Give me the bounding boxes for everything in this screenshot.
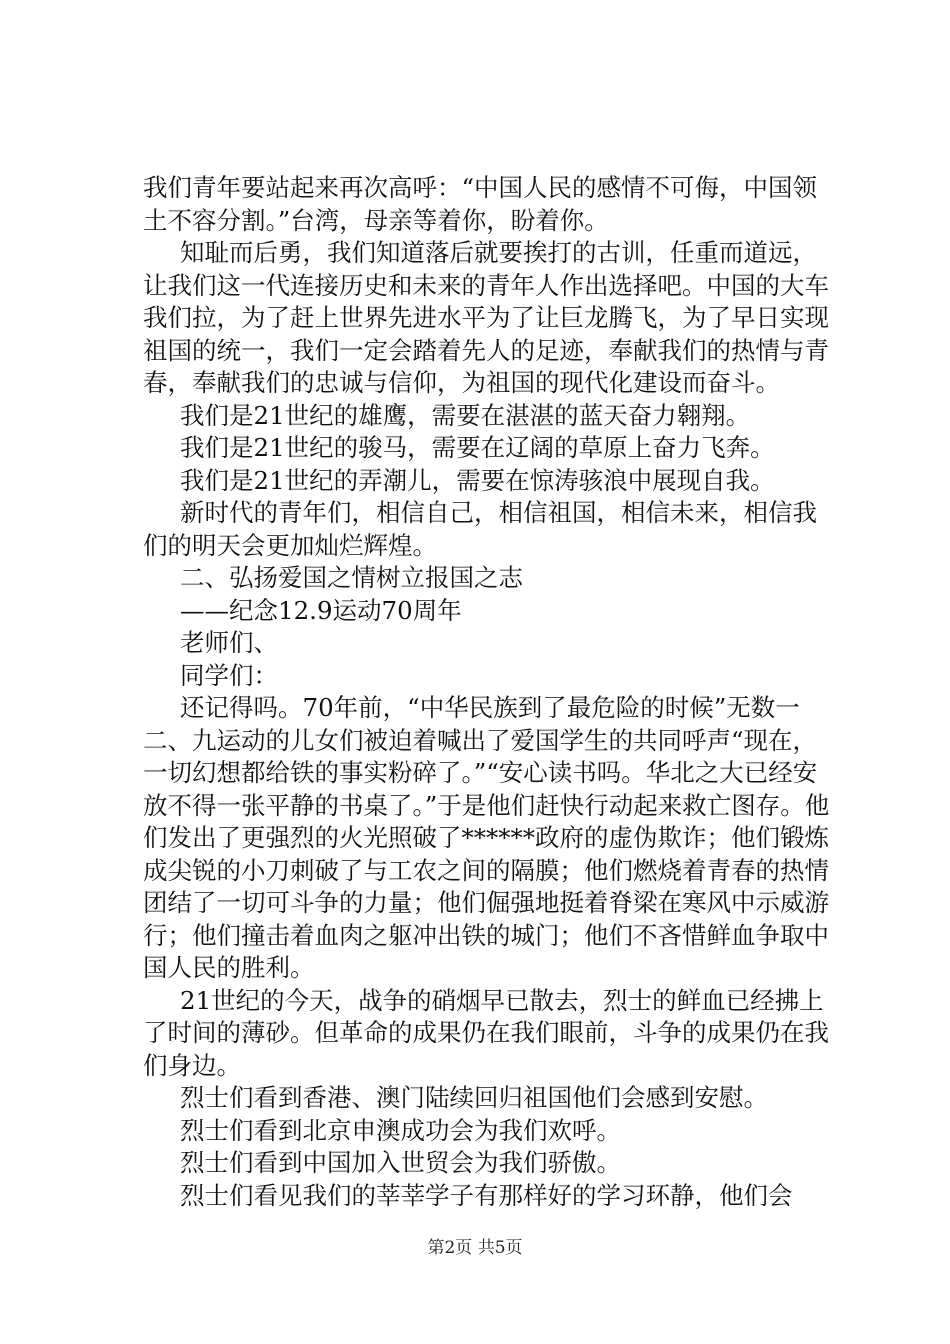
document-body [143, 172, 833, 1212]
paragraph: 老师们、 [180, 628, 278, 657]
paragraph: 我们青年要站起来再次高呼：“中国人民的感情不可侮，中国领土不容分割。”台湾，母亲等着你，盼着你。 [143, 173, 818, 235]
paragraph: 知耻而后勇，我们知道落后就要挨打的古训，任重而道远，让我们这一代连接历史和未来的青年人作出选择吧。中国的大车我们拉，为了赶上世界先进水平为了让巨龙腾飞，为了早日实现祖国的统一，我们一定会踏着先人的足迹，奉献我们的热情与青春，奉献我们的忠诚与信仰，为祖国的现代化建设而奋斗。 [143, 238, 829, 397]
paragraph: 烈士们看到香港、澳门陆续回归祖国他们会感到安慰。 [180, 1083, 768, 1112]
paragraph: 烈士们看到北京申澳成功会为我们欢呼。 [180, 1115, 621, 1145]
paragraph: 我们是21世纪的骏马，需要在辽阔的草原上奋力飞奔。 [180, 433, 775, 462]
paragraph: 还记得吗。70年前，“中华民族到了最危险的时候”无数一二、九运动的儿女们被迫着喊出了爱国学生的共同呼声“现在，一切幻想都给铁的事实粉碎了。”“安心读书吗。华北之大已经安放不得一张平静的书桌了。”于是他们赶快行动起来救亡图存。他们发出了更强烈的火光照破了******政府的虚伪欺诈；他们锻炼成尖锐的小刀刺破了与工农之间的隔膜；他们燃烧着青春的热情团结了一切可斗争的力量；他们倔强地挺着脊梁在寒风中示威游行；他们撞击着血肉之躯冲出铁的城门；他们不吝惜鲜血争取中国人民的胜利。 [143, 693, 830, 982]
paragraph: 新时代的青年们，相信自己，相信祖国，相信未来，相信我们的明天会更加灿烂辉煌。 [143, 498, 817, 560]
paragraph: ——纪念12.9运动70周年 [180, 595, 462, 625]
paragraph: 我们是21世纪的雄鹰，需要在湛湛的蓝天奋力翱翔。 [180, 400, 751, 430]
page-footer: 第2页 共5页 [427, 1238, 523, 1258]
paragraph: 二、弘扬爱国之情树立报国之志 [180, 563, 523, 592]
paragraph: 烈士们看见我们的莘莘学子有那样好的学习环静，他们会 [180, 1180, 793, 1210]
paragraph: 我们是21世纪的弄潮儿，需要在惊涛骇浪中展现自我。 [180, 465, 775, 495]
paragraph: 21世纪的今天，战争的硝烟早已散去，烈士的鲜血已经拂上了时间的薄砂。但革命的成果仍在我们眼前，斗争的成果仍在我们身边。 [143, 985, 829, 1080]
paragraph: 同学们： [180, 660, 278, 690]
paragraph: 烈士们看到中国加入世贸会为我们骄傲。 [180, 1148, 621, 1177]
